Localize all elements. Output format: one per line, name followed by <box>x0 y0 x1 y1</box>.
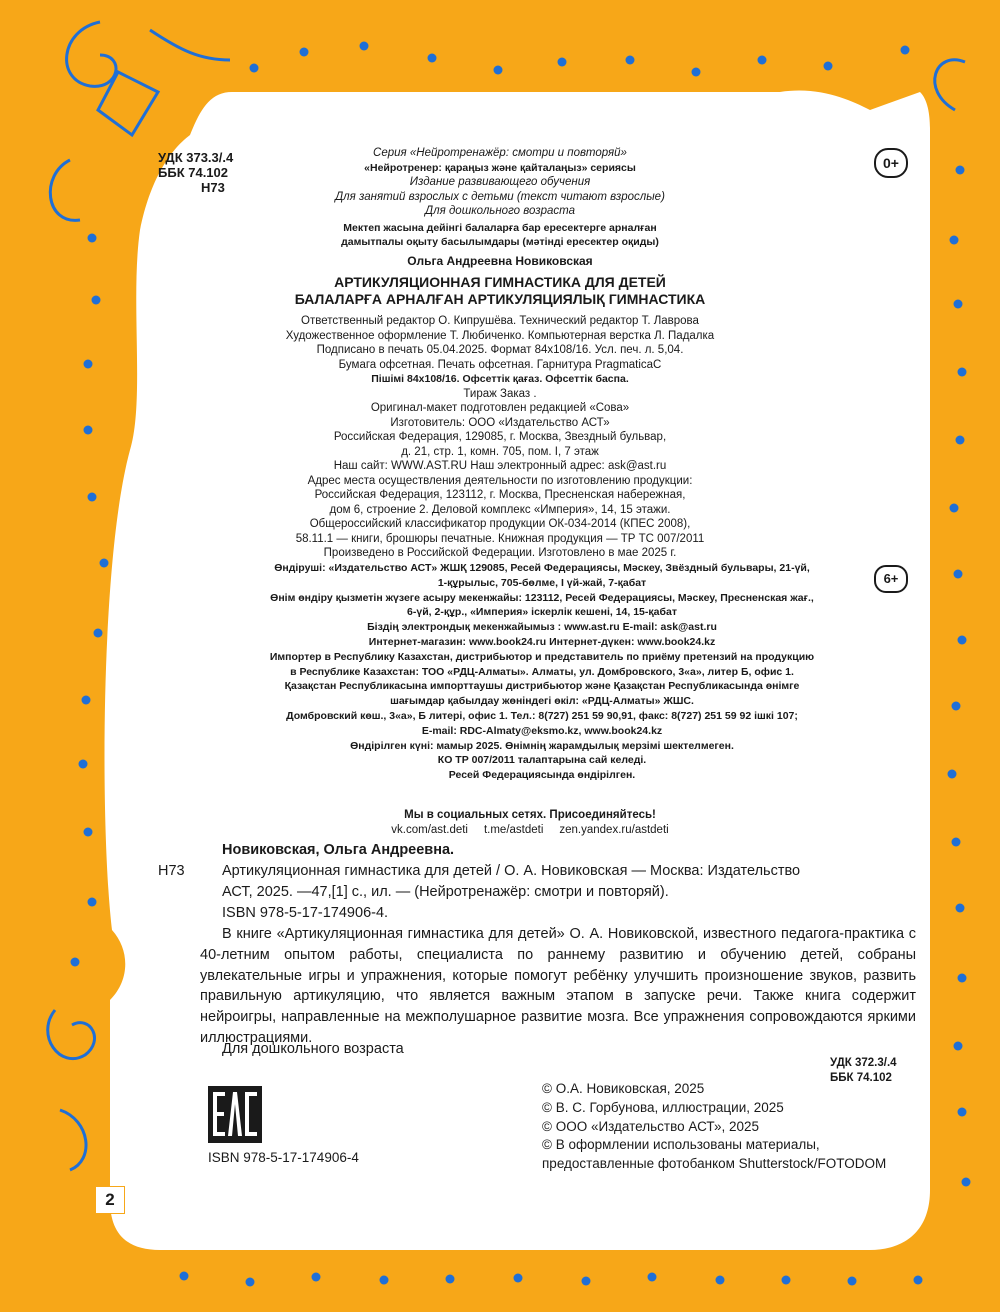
maker-line: Изготовитель: ООО «Издательство АСТ» <box>390 416 610 429</box>
kz-info-line: E-mail: RDC-Almaty@eksmo.kz, www.book24.kz <box>421 724 663 737</box>
editors-line: Ответственный редактор О. Кипрушёва. Технический редактор Т. Лаврова <box>301 315 699 327</box>
footer-bbk: ББК 74.102 <box>830 1072 892 1084</box>
signed-line: Подписано в печать 05.04.2025. Формат 84x108/16. Усл. печ. л. 5,04. <box>316 344 684 356</box>
kz-info-line: Импортер в Республику Казахстан, дистрибьютор и представитель по приёму претензий на продукцию <box>269 650 815 663</box>
classification-codes <box>158 150 233 195</box>
site-line: Наш сайт: WWW.AST.RU Наш электронный адрес: ask@ast.ru <box>333 460 667 472</box>
production-place-line-3: дом 6, строение 2. Деловой комплекс «Империя», 14, 15 этажи. <box>329 503 671 516</box>
footer-udk: УДК 372.3/.4 <box>830 1057 897 1069</box>
imprint-block <box>230 146 770 561</box>
series-line: Серия «Нейротренажёр: смотри и повторяй» <box>373 147 627 159</box>
kz-info-line: Өндірілген күні: мамыр 2025. Өнімнің жарамдылық мерзімі шектелмеген. <box>350 739 734 752</box>
annotation-text: В книге «Артикуляционная гимнастика для детей» О. А. Новиковской, известного педагога-практика с 40-летним опытом работы, специалиста по раннему развитию и обучению детей, собраны увлекательные игры и упражнения, которые помогут ребёнку улучшить произношение звуков, развить правильную артикуляцию, что является важным этапом в запуске речи. Также книга содержит нейроигры, направленные на межполушарное развитие мозга. Все упражнения сопровождаются яркими иллюстрациями. <box>200 926 916 1046</box>
kz-info-line: КО ТР 007/2011 талаптарына сай келеді. <box>437 754 647 767</box>
kz-info-line: Өндіруші: «Издательство АСТ» ЖШҚ 129085, Ресей Федерациясы, Мәскеу, Звёздный бульвары, 21-үй, <box>274 562 810 574</box>
kz-info-line: в Республике Казахстан: ТОО «РДЦ-Алматы». Алматы, ул. Домбровского, 3«а», литер Б, офис 1. <box>290 665 794 678</box>
design-line: Художественное оформление Т. Любиченко. Компьютерная верстка Л. Падалка <box>285 329 715 342</box>
kz-info-line: Интернет-магазин: www.book24.ru Интернет-дүкен: www.book24.kz <box>368 635 716 648</box>
bib-entry-line: Артикуляционная гимнастика для детей / О. А. Новиковская — Москва: Издательство <box>222 863 801 879</box>
made-in-line: Произведено в Российской Федерации. Изготовлено в мае 2025 г. <box>323 547 677 559</box>
production-place-line: Адрес места осуществления деятельности по изготовлению продукции: <box>307 474 693 487</box>
series-kz-line: «Нейротренер: қараңыз және қайталаңыз» сериясы <box>364 161 636 174</box>
paper-kz-line: Пішімі 84x108/16. Офсеттік қағаз. Офсеттік баспа. <box>371 373 629 385</box>
bib-code: Н73 <box>158 863 185 879</box>
kz-audience-line: Мектеп жасына дейінгі балаларға бар ересектерге арналған <box>343 221 657 234</box>
social-heading: Мы в социальных сетях. Присоединяйтесь! <box>404 809 656 821</box>
copyright-line: © ООО «Издательство АСТ», 2025 <box>542 1118 760 1134</box>
kz-info-line: 6-үй, 2-құр., «Империя» іскерлік кешені, 14, 15-қабат <box>407 606 677 619</box>
book-title-ru: АРТИКУЛЯЦИОННАЯ ГИМНАСТИКА ДЛЯ ДЕТЕЙ <box>334 274 666 290</box>
bibliographic-record <box>206 840 916 861</box>
copyright-line: © В. С. Горбунова, иллюстрации, 2025 <box>542 1099 784 1115</box>
copyright-line: предоставленные фотобанком Shutterstock/FOTODOM <box>542 1156 887 1172</box>
edition-type: Издание развивающего обучения <box>409 176 591 188</box>
classifier-line: Общероссийский классификатор продукции ОК-034-2014 (КПЕС 2008), <box>309 518 691 530</box>
layout-line: Оригинал-макет подготовлен редакцией «Сова» <box>370 402 630 414</box>
social-links[interactable]: vk.com/ast.deti t.me/astdeti zen.yandex.ru/astdeti <box>391 824 669 836</box>
kz-audience-line-2: дамытпалы оқыту басылымдары (мәтінді ересектер оқиды) <box>341 236 659 248</box>
kz-info-line: шағымдар қабылдау жөніндегі өкіл: «РДЦ-Алматы» ЖШС. <box>390 695 694 708</box>
audience-line: Для занятий взрослых с детьми (текст читают взрослые) <box>335 190 665 203</box>
kz-info-line: Өнім өндіру қызметін жүзеге асыру мекенжайы: 123112, Ресей Федерациясы, Мәскеу, Пресненская жағ., <box>270 591 814 604</box>
bbk-code: ББК 74.102 <box>158 165 228 180</box>
copyright-block <box>542 1080 886 1174</box>
circulation-line: Тираж Заказ . <box>463 387 537 400</box>
kz-info-line: Домбровский көш., 3«а», Б литері, офис 1. Тел.: 8(727) 251 59 90,91, факс: 8(727) 251 59 92 ішкі 107; <box>286 709 798 722</box>
bib-entry <box>222 861 916 923</box>
social-block <box>330 808 730 838</box>
age-rating-badge-side: 6+ <box>874 565 908 593</box>
address-line: Российская Федерация, 129085, г. Москва, Звездный бульвар, <box>333 431 667 443</box>
kz-info-line: 1-құрылыс, 705-бөлме, I үй-жай, 7-қабат <box>437 576 647 589</box>
bib-entry-line-2: АСТ, 2025. —47,[1] с., ил. — (Нейротренажёр: смотри и повторяй). <box>222 883 669 900</box>
copyright-line: © В оформлении использованы материалы, <box>542 1137 820 1153</box>
footer-isbn: ISBN 978-5-17-174906-4 <box>208 1150 359 1165</box>
author-code: Н73 <box>201 180 225 195</box>
kz-info-block <box>222 561 862 783</box>
bib-author: Новиковская, Ольга Андреевна. <box>222 842 455 858</box>
production-place-line-2: Российская Федерация, 123112, г. Москва, Пресненская набережная, <box>314 489 686 501</box>
udk-code: УДК 373.3/.4 <box>158 150 234 165</box>
copyright-line: © О.А. Новиковская, 2025 <box>542 1081 705 1096</box>
paper-line: Бумага офсетная. Печать офсетная. Гарнитура PragmaticaC <box>338 358 662 371</box>
age-rating-badge: 0+ <box>874 148 908 178</box>
eac-mark <box>208 1086 262 1143</box>
bib-age: Для дошкольного возраста <box>222 1041 404 1057</box>
audience-age-line: Для дошкольного возраста <box>425 205 575 217</box>
book-title-kz: БАЛАЛАРҒА АРНАЛҒАН АРТИКУЛЯЦИЯЛЫҚ ГИМНАСТИКА <box>294 291 706 307</box>
bib-isbn: ISBN 978-5-17-174906-4. <box>222 904 389 921</box>
kz-info-line: Ресей Федерациясында өндірілген. <box>448 769 636 782</box>
page-number: 2 <box>95 1186 125 1214</box>
kz-info-line: Біздің электрондық мекенжайымыз : www.ast.ru E-mail: ask@ast.ru <box>367 621 717 634</box>
address-line-2: д. 21, стр. 1, комн. 705, пом. I, 7 этаж <box>401 445 599 458</box>
classifier-line-2: 58.11.1 — книги, брошюры печатные. Книжная продукция — ТР ТС 007/2011 <box>295 532 705 545</box>
kz-info-line: Қазақстан Республикасына импорттаушы дистрибьютор және Қазақстан Республикасында өнімге <box>284 680 800 693</box>
author-name: Ольга Андреевна Новиковская <box>407 253 593 268</box>
